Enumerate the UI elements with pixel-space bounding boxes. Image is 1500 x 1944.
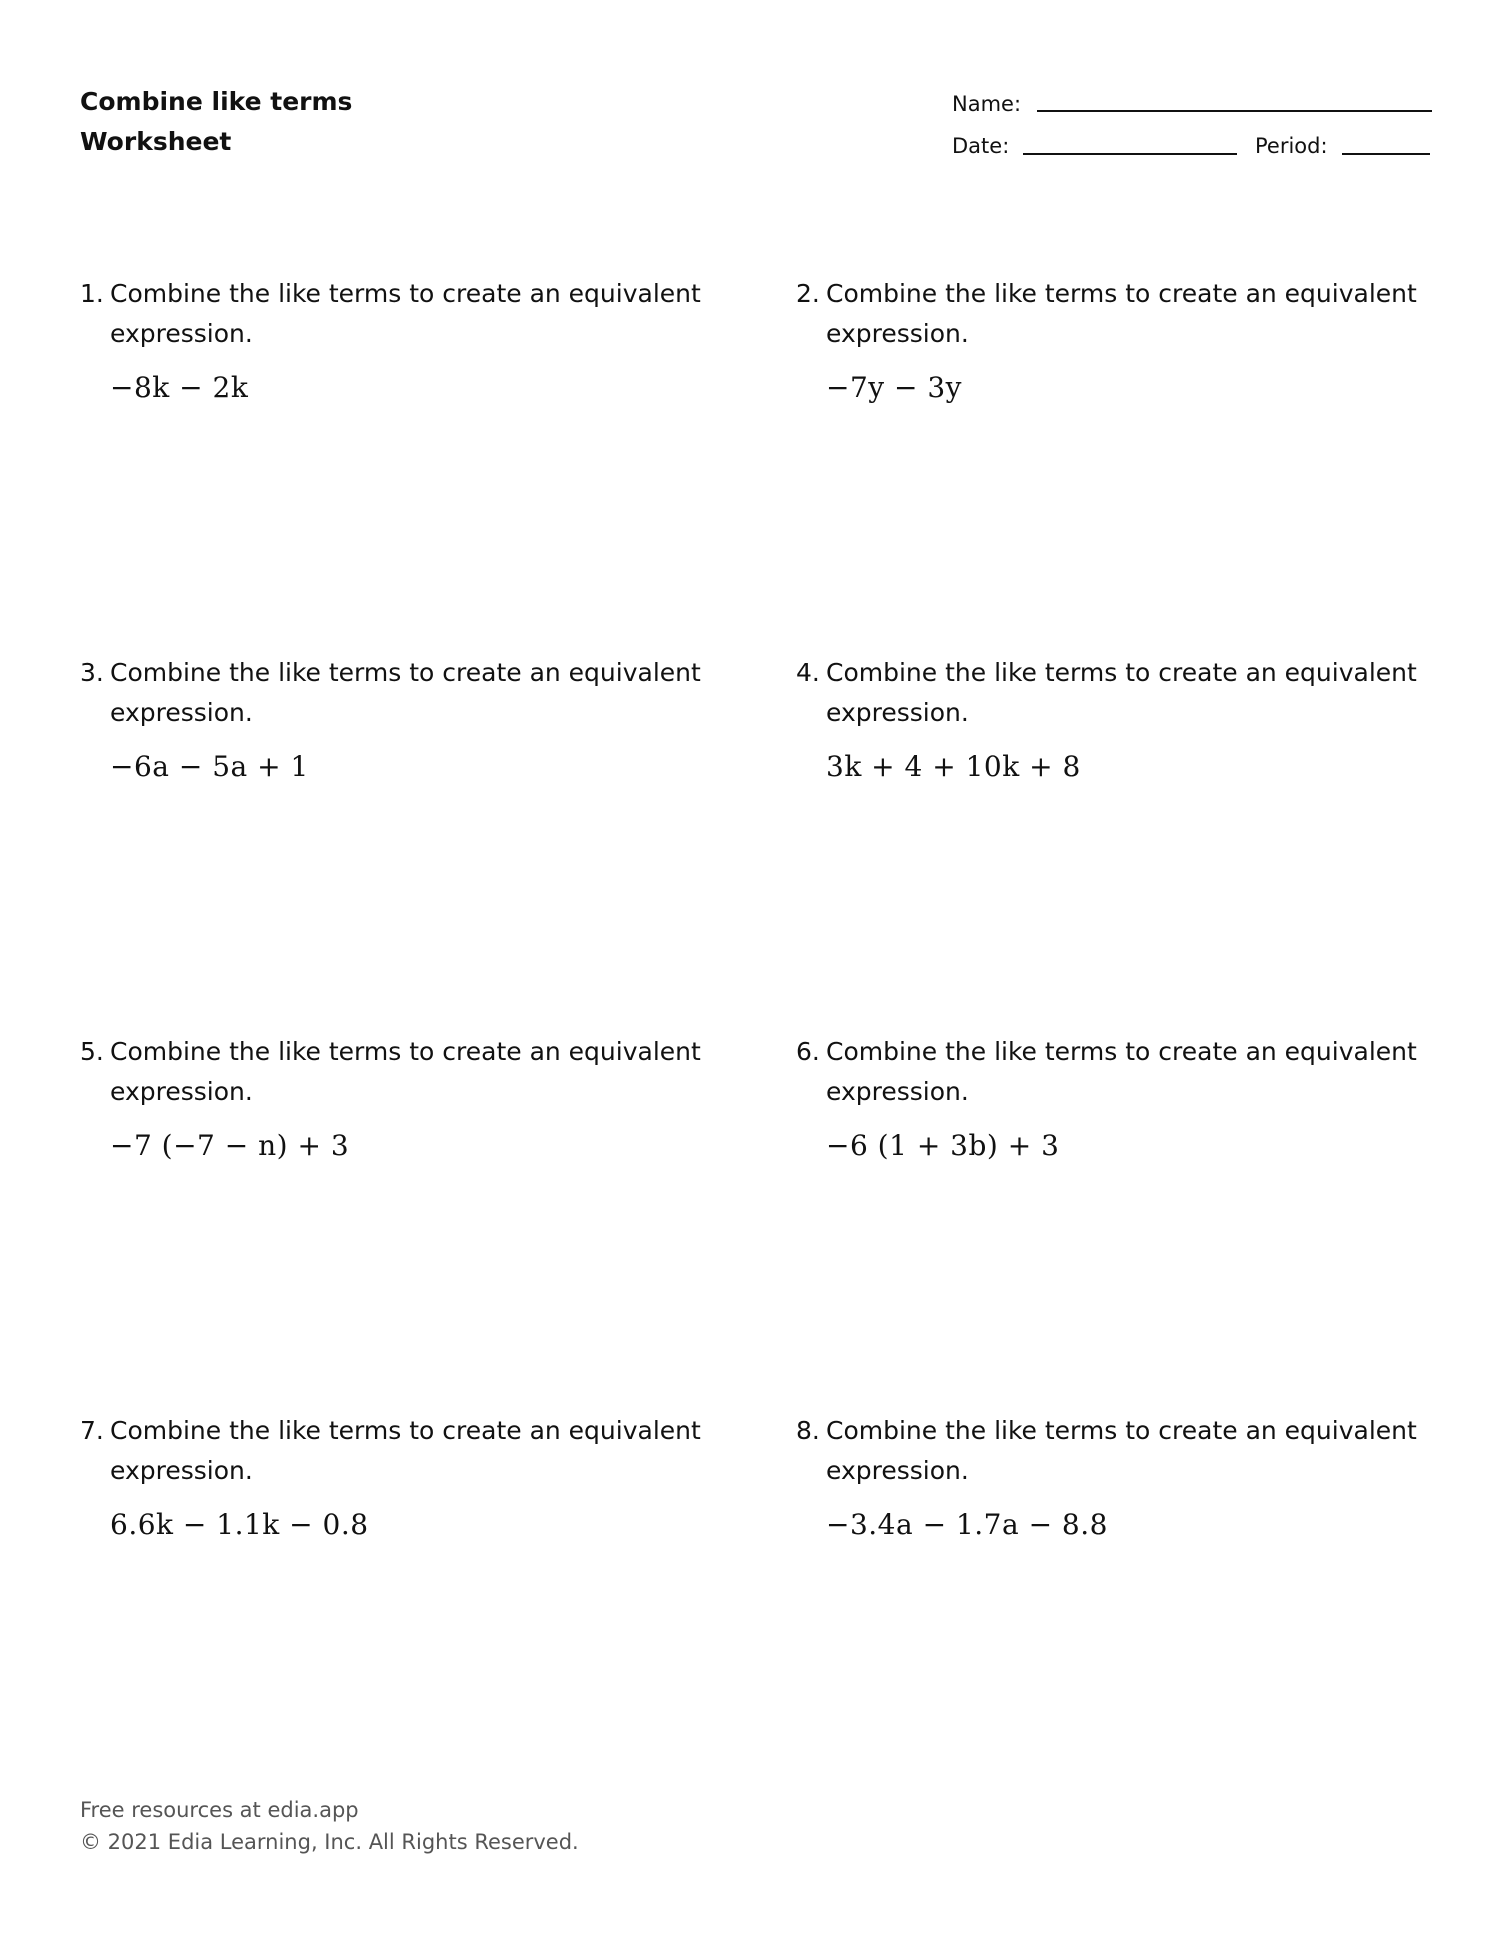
problem-6 [796,1032,1436,1164]
period-field[interactable] [1342,153,1430,155]
problem-8 [796,1411,1436,1543]
footer [80,1794,579,1858]
problem-prompt: Combine the like terms to create an equivalent expression. [826,1037,1417,1106]
date-label: Date: [952,134,1010,158]
problem-2 [796,274,1436,406]
problem-number: 1. [80,279,104,308]
problem-number: 7. [80,1416,104,1445]
problem-prompt: Combine the like terms to create an equivalent expression. [110,1416,701,1485]
problem-number: 3. [80,658,104,687]
problem-prompt: Combine the like terms to create an equivalent expression. [110,658,701,727]
problem-expression: −6 (1 + 3b) + 3 [826,1129,1060,1162]
problem-expression: 6.6k − 1.1k − 0.8 [110,1508,369,1541]
name-field[interactable] [1037,110,1432,112]
problem-number: 2. [796,279,820,308]
date-field[interactable] [1023,153,1237,155]
problem-number: 8. [796,1416,820,1445]
title-line-2: Worksheet [80,127,232,156]
problem-4 [796,653,1436,785]
problem-expression: −7 (−7 − n) + 3 [110,1129,350,1162]
title-line-1: Combine like terms [80,87,353,116]
problem-number: 4. [796,658,820,687]
problem-prompt: Combine the like terms to create an equivalent expression. [110,279,701,348]
problem-expression: −6a − 5a + 1 [110,750,309,783]
problem-prompt: Combine the like terms to create an equivalent expression. [826,279,1417,348]
worksheet-title [80,82,352,162]
footer-copyright: © 2021 Edia Learning, Inc. All Rights Reserved. [80,1830,579,1854]
problem-number: 6. [796,1037,820,1066]
problem-prompt: Combine the like terms to create an equivalent expression. [826,658,1417,727]
name-label: Name: [952,92,1022,116]
problem-prompt: Combine the like terms to create an equivalent expression. [110,1037,701,1106]
problem-number: 5. [80,1037,104,1066]
problem-expression: −3.4a − 1.7a − 8.8 [826,1508,1108,1541]
problem-1 [80,274,720,406]
problem-3 [80,653,720,785]
problem-prompt: Combine the like terms to create an equivalent expression. [826,1416,1417,1485]
problem-expression: −8k − 2k [110,371,249,404]
problem-7 [80,1411,720,1543]
problem-expression: −7y − 3y [826,371,962,404]
footer-resources: Free resources at edia.app [80,1798,359,1822]
problem-expression: 3k + 4 + 10k + 8 [826,750,1081,783]
problem-5 [80,1032,720,1164]
period-label: Period: [1255,134,1328,158]
